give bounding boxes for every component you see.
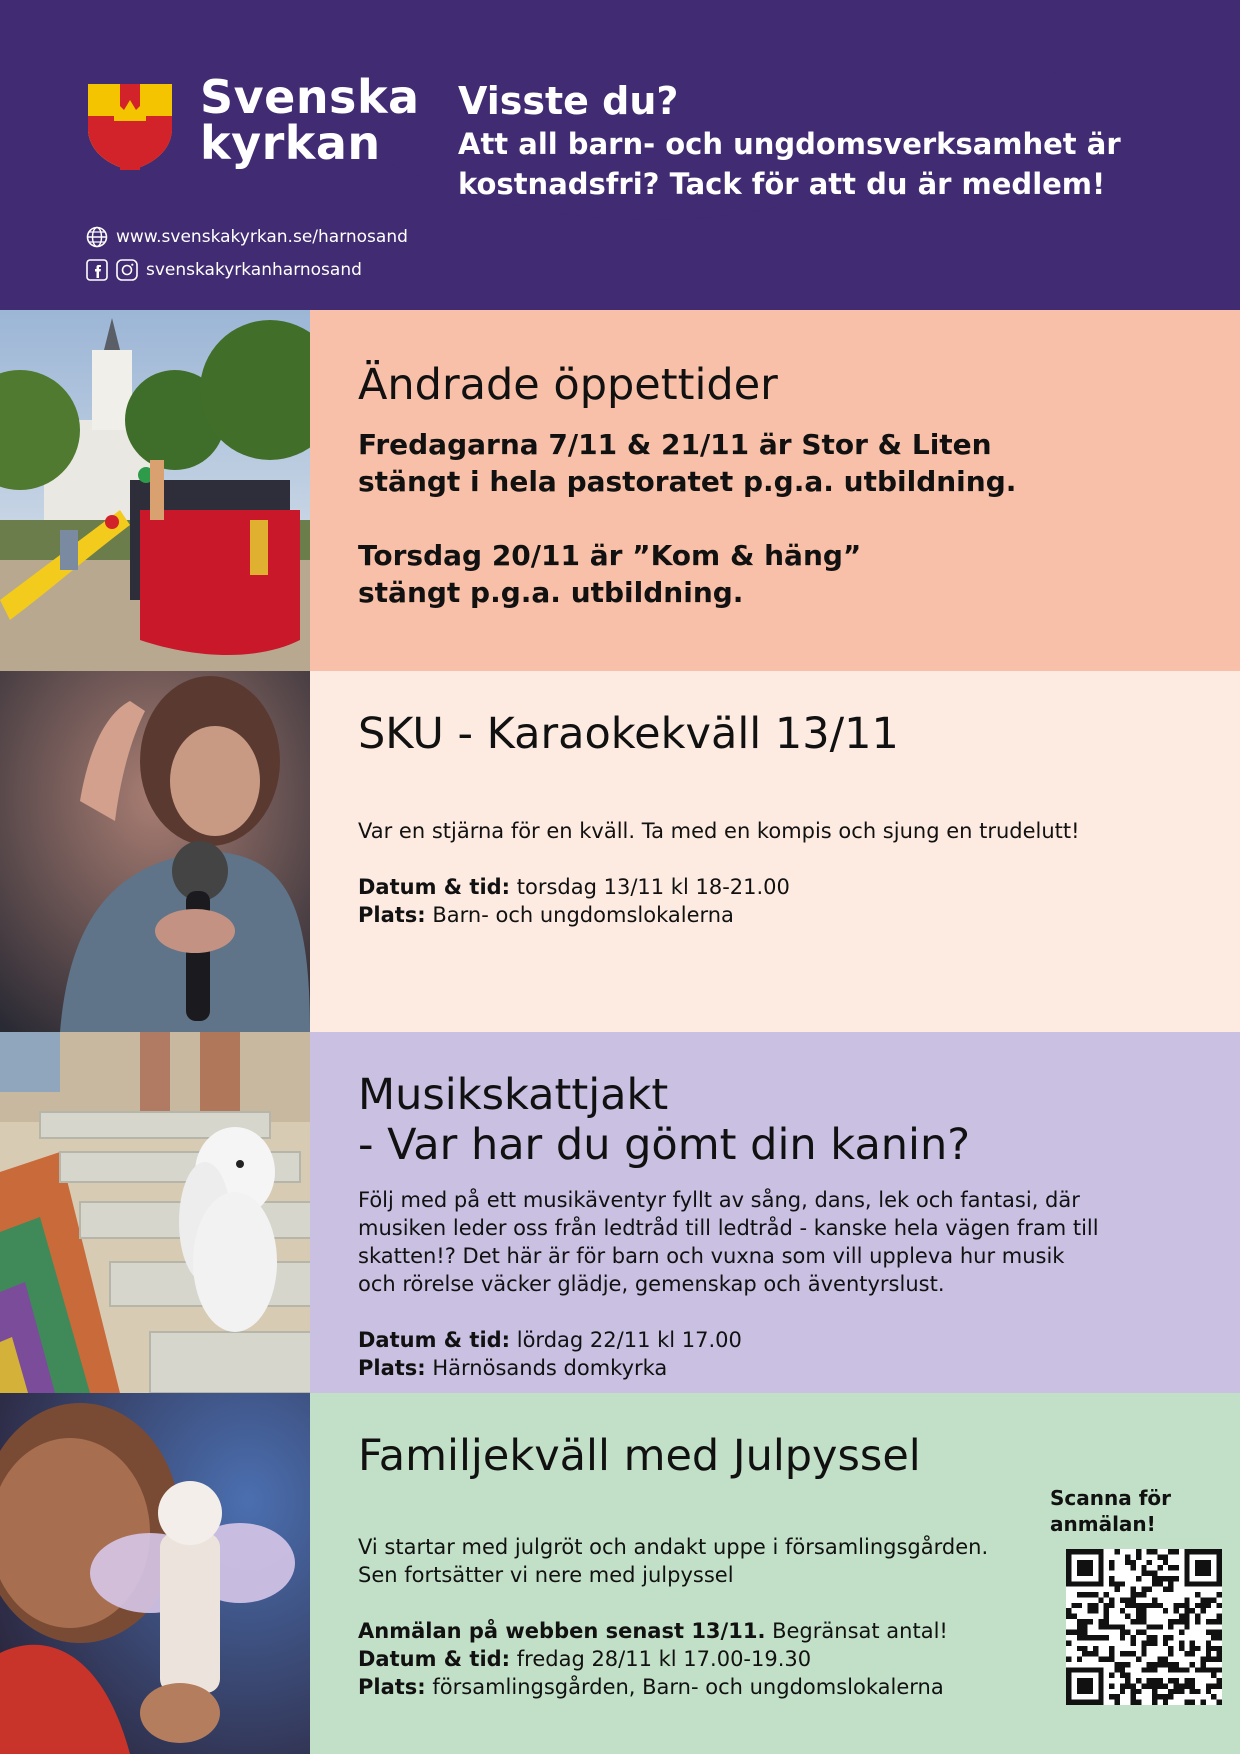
globe-icon <box>86 226 108 248</box>
instagram-icon[interactable] <box>116 259 138 281</box>
qr-code[interactable] <box>1066 1549 1222 1705</box>
date-label: Datum & tid: <box>358 1328 511 1352</box>
event-description: Vi startar med julgröt och andakt uppe i församlingsgården. Sen fortsätter vi nere med julpyssel <box>358 1535 989 1587</box>
date-value: lördag 22/11 kl 17.00 <box>510 1328 742 1352</box>
date-label: Datum & tid: <box>358 1647 511 1671</box>
notice-2: Torsdag 20/11 är ”Kom & häng” stängt p.g.a. utbildning. <box>358 539 862 609</box>
headline: Visste du? <box>458 79 679 123</box>
qr-label: Scanna för anmälan! <box>1050 1486 1171 1536</box>
place-value: Barn- och ungdomslokalerna <box>425 903 734 927</box>
brand-name <box>200 70 420 170</box>
date-value: torsdag 13/11 kl 18-21.00 <box>510 875 790 899</box>
social-contact[interactable] <box>86 259 362 281</box>
facebook-icon[interactable] <box>86 259 108 281</box>
event-place <box>358 901 1240 929</box>
website-link[interactable]: www.svenskakyrkan.se/harnosand <box>116 227 408 247</box>
place-label: Plats: <box>358 903 426 927</box>
event-date <box>358 873 1240 901</box>
section-opening-hours <box>0 310 1240 671</box>
place-label: Plats: <box>358 1356 426 1380</box>
website-contact[interactable] <box>86 226 408 248</box>
karaoke-photo <box>0 671 310 1032</box>
section-title <box>358 1070 1240 1170</box>
brand-line-1: Svenska <box>200 70 420 124</box>
section-title: Ändrade öppettider <box>358 360 778 410</box>
notice-1: Fredagarna 7/11 & 21/11 är Stor & Liten stängt i hela pastoratet p.g.a. utbildning. <box>358 428 1017 498</box>
place-value: församlingsgården, Barn- och ungdomslokalerna <box>425 1675 944 1699</box>
section-title: SKU - Karaokekväll 13/11 <box>358 709 899 759</box>
event-place <box>358 1354 1240 1382</box>
event-description: Var en stjärna för en kväll. Ta med en kompis och sjung en trudelutt! <box>358 819 1080 843</box>
subheadline: Att all barn- och ungdomsverksamhet är kostnadsfri? Tack för att du är medlem! <box>458 127 1121 201</box>
date-label: Datum & tid: <box>358 875 511 899</box>
place-label: Plats: <box>358 1675 426 1699</box>
coat-of-arms-icon <box>86 82 174 172</box>
header-banner <box>0 0 1240 310</box>
section-family-evening <box>0 1393 1240 1754</box>
section-karaoke <box>0 671 1240 1032</box>
signup-label: Anmälan på webben senast 13/11. <box>358 1619 766 1643</box>
title-line-2: - Var har du gömt din kanin? <box>358 1120 971 1170</box>
brand-line-2: kyrkan <box>200 116 381 170</box>
date-value: fredag 28/11 kl 17.00-19.30 <box>510 1647 812 1671</box>
christmas-craft-photo <box>0 1393 310 1754</box>
event-description: Följ med på ett musikäventyr fyllt av sång, dans, lek och fantasi, där musiken leder oss från ledtråd till ledtråd - kanske hela vägen fram till skatten!? Det här är för barn och vuxna som vill uppleva hur musik och rörelse väcker glädje, gemenskap och äventyrslust. <box>358 1188 1099 1296</box>
playground-photo <box>0 310 310 671</box>
event-date <box>358 1326 1240 1354</box>
section-music-hunt <box>0 1032 1240 1393</box>
signup-value: Begränsat antal! <box>765 1619 948 1643</box>
church-pews-photo <box>0 1032 310 1393</box>
title-line-1: Musikskattjakt <box>358 1070 669 1120</box>
section-title: Familjekväll med Julpyssel <box>358 1431 921 1481</box>
social-handle[interactable]: svenskakyrkanharnosand <box>146 260 362 280</box>
place-value: Härnösands domkyrka <box>425 1356 668 1380</box>
